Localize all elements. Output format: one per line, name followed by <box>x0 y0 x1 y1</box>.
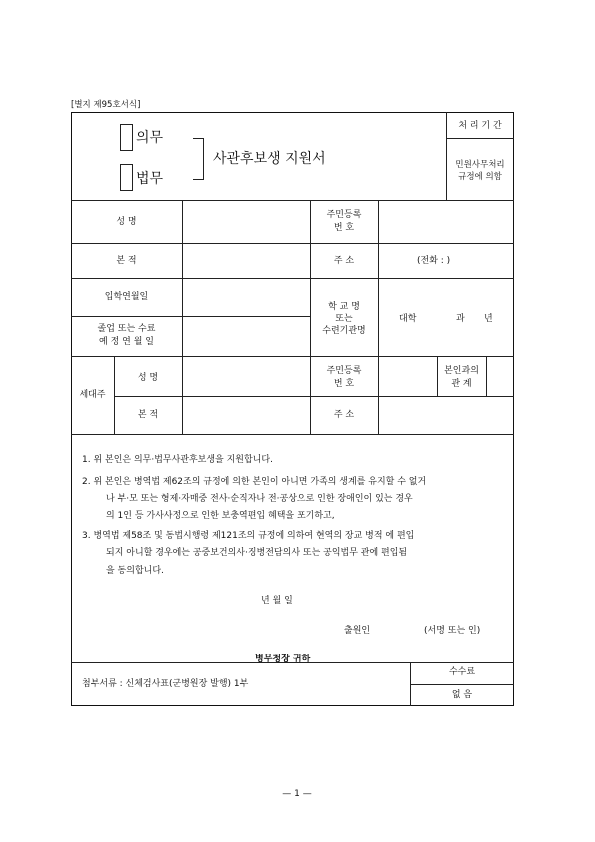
row-line <box>71 434 514 435</box>
admission-date-label: 입학연월일 <box>104 292 149 302</box>
year-text: 년 <box>484 314 493 324</box>
hh-resident-no-label-1: 주민등록 <box>326 366 362 376</box>
applicant-sign-text: (서명 또는 인) <box>424 626 481 636</box>
hh-relation-field[interactable] <box>487 357 513 395</box>
admission-date-field[interactable] <box>183 279 309 315</box>
hh-address-label: 주 소 <box>333 410 355 420</box>
graduation-date-field[interactable] <box>183 317 309 355</box>
resident-no-label-2: 번 호 <box>333 223 355 233</box>
hh-resident-no-label-2: 번 호 <box>333 379 355 389</box>
hh-name-field[interactable] <box>183 357 309 395</box>
graduation-label-2: 예 정 연 월 일 <box>99 337 154 347</box>
school-label-2: 또는 <box>335 314 353 324</box>
university-text: 대학 <box>399 314 417 324</box>
form-code: [별지 제95호서식] <box>71 100 141 110</box>
bracket <box>193 138 204 180</box>
domicile-field[interactable] <box>183 244 309 277</box>
graduation-label-1: 졸업 또는 수료 <box>97 324 156 334</box>
department-text: 과 <box>456 314 465 324</box>
attachment-text: 첨부서류 : 신체검사표(군병원장 발행) 1부 <box>82 679 249 689</box>
fee-label: 수수료 <box>448 667 476 677</box>
school-label-1: 학 교 명 <box>328 302 360 312</box>
school-label-3: 수련기관명 <box>322 326 366 336</box>
domicile-label: 본 적 <box>116 256 137 266</box>
col-line <box>114 356 115 434</box>
resident-no-label-1: 주민등록 <box>326 210 362 220</box>
statement-2-line-2: 나 부·모 또는 형제·자매중 전사·순직자나 전·공상으로 인한 장애인이 있는 경우 <box>106 494 413 504</box>
address-label: 주 소 <box>333 256 355 266</box>
date-line: 년 월 일 <box>261 596 293 606</box>
option-1-checkbox[interactable] <box>120 124 133 151</box>
processing-period-value-2: 규정에 의함 <box>458 172 502 182</box>
fee-value: 없 음 <box>451 690 473 700</box>
applicant-sign-label: 출원인 <box>344 626 371 636</box>
option-1-label: 의무 <box>136 130 164 146</box>
row-line <box>71 662 514 663</box>
option-2-label: 법무 <box>136 171 164 187</box>
statement-3-line-3: 을 동의합니다. <box>106 566 164 576</box>
addressee-text: 병무청장 귀하 <box>255 654 311 662</box>
hh-name-label: 성 명 <box>137 373 159 383</box>
page-number: — 1 — <box>282 789 312 799</box>
divider <box>446 138 514 139</box>
row-line <box>410 684 514 685</box>
hh-relation-label-2: 관 계 <box>451 379 472 389</box>
statement-3-line-1: 3. 병역법 제58조 및 동법시행령 제121조의 규정에 의하여 현역의 장교 병적 에 편입 <box>82 531 415 541</box>
form-title: 사관후보생 지원서 <box>213 151 326 167</box>
statement-2-line-1: 2. 위 본인은 병역법 제62조의 규정에 의한 본인이 아니면 가족의 생계를 유지할 수 없거 <box>82 477 427 487</box>
processing-period-label: 처 리 기 간 <box>458 121 502 131</box>
processing-period-value-1: 민원사무처리 <box>455 160 505 170</box>
name-label: 성 명 <box>116 217 137 227</box>
household-head-label: 세대주 <box>79 390 106 400</box>
name-field[interactable] <box>183 201 309 242</box>
statement-2-line-3: 의 1인 등 가사사정으로 인한 보충역편입 혜택을 포기하고, <box>106 511 335 521</box>
hh-domicile-label: 본 적 <box>137 410 159 420</box>
option-2-checkbox[interactable] <box>120 164 133 191</box>
hh-relation-label-1: 본인과의 <box>444 366 479 376</box>
statement-3-line-2: 되지 아니할 경우에는 공중보건의사·징병전담의사 또는 공익법무 관에 편입됨 <box>106 548 408 558</box>
statement-1: 1. 위 본인은 의무·법무사관후보생을 지원합니다. <box>82 455 273 465</box>
hh-domicile-field[interactable] <box>183 397 309 433</box>
addressee-clip <box>250 654 350 662</box>
resident-no-field[interactable] <box>379 201 513 242</box>
hh-address-field[interactable] <box>379 397 513 433</box>
hh-resident-no-field[interactable] <box>379 357 436 395</box>
phone-text: (전화 : ) <box>417 256 451 266</box>
